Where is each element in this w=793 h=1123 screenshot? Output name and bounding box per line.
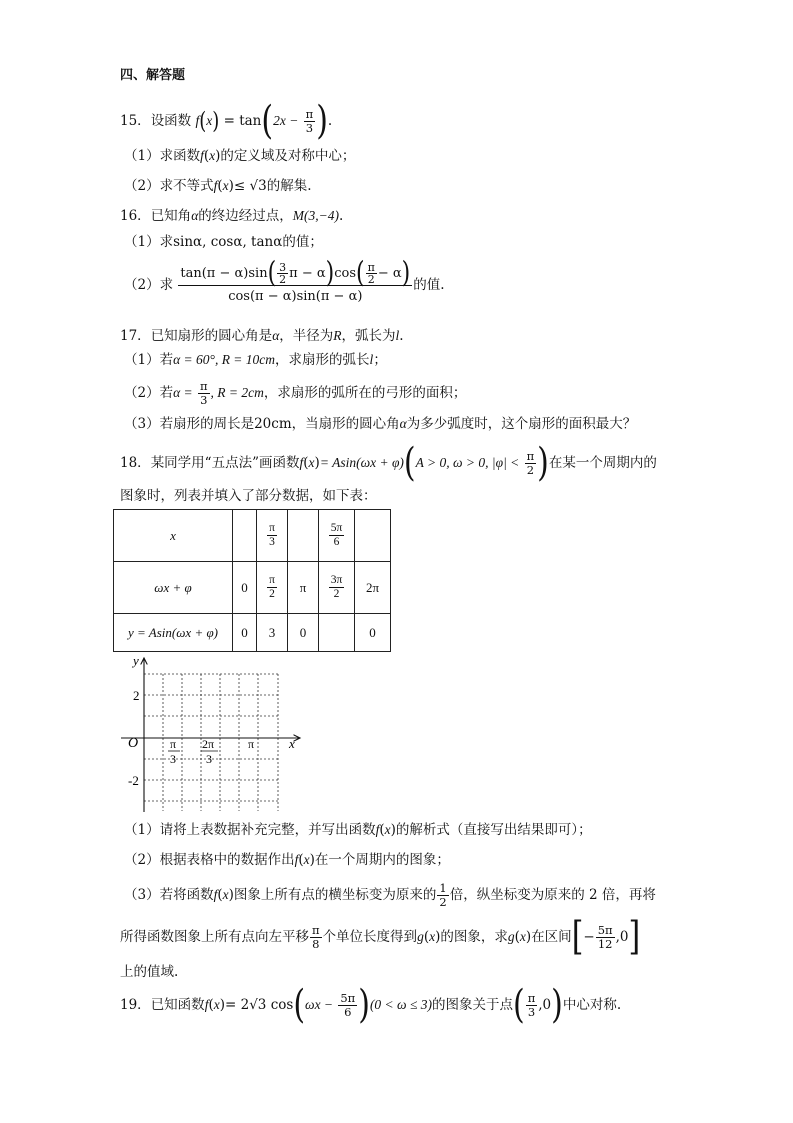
table-cell: $\frac{5\pi}{6}$	[319, 510, 355, 562]
q15-stem: 15．设函数 f(x) = tan(2x − $\frac{\pi}{3}$ ).	[120, 98, 333, 144]
q16-part1: （1）求sinα, cosα, tanα的值；	[124, 234, 323, 250]
q15-part1: （1）求函数f(x)的定义域及对称中心；	[124, 148, 356, 164]
table-cell	[319, 614, 355, 652]
q18-part3-end: 上的值域.	[120, 964, 179, 980]
table-cell: 0	[233, 614, 257, 652]
q18-stem-cont: 图象时，列表并填入了部分数据，如下表：	[120, 488, 377, 504]
q17-part2: （2）若α = $\frac{\pi}{3}$ , R = 2cm，求扇形的弧所在的弓形的面积；	[124, 379, 467, 407]
y-tick-label: 2	[133, 688, 140, 703]
q18-part3: （3）若将函数f(x)图象上所有点的横坐标变为原来的 $\frac{1}{2}$ 倍，纵坐标变为原来的 2 倍，再将	[124, 881, 656, 909]
table-cell	[355, 510, 391, 562]
section-title: 四、解答题	[120, 68, 186, 83]
q18-part1: （1）请将上表数据补充完整，并写出函数f(x)的解析式（直接写出结果即可）；	[124, 822, 592, 838]
q17-part1: （1）若α = 60°, R = 10cm，求扇形的弧长l；	[124, 352, 387, 368]
x-tick-label: 2π	[202, 737, 215, 751]
q16-part2: （2）求 tan(π − α)sin( $\frac{3}{2}$ π − α)cos( $\frac{\pi}{2}$ − α) cos(π − α)sin(π − α) 的值.	[124, 262, 445, 316]
y-tick-label: -2	[128, 773, 139, 788]
table-row-x	[114, 510, 391, 562]
table-cell: 0	[233, 562, 257, 614]
table-head-y: y = Asin(ωx + φ)	[114, 614, 233, 652]
q17-stem: 17．已知扇形的圆心角是α，半径为R，弧长为l.	[120, 328, 404, 344]
table-cell: $\frac{3\pi}{2}$	[319, 562, 355, 614]
table-cell	[288, 510, 319, 562]
table-cell: 2π	[355, 562, 391, 614]
q18-stem: 18．某同学用“五点法”画函数f(x)= Asin(ωx + φ)(A > 0, ω > 0, |φ| < $\frac{\pi}{2}$ )在某一个周期内的	[120, 440, 657, 486]
q18-part3-cont: 所得函数图象上所有点向左平移 $\frac{\pi}{8}$ 个单位长度得到g(x)的图象，求g(x)在区间[− $\frac{5\pi}{12}$ ,0]	[120, 914, 641, 960]
q15-number: 15．	[120, 113, 151, 129]
five-point-table	[113, 509, 391, 652]
table-cell: $\frac{\pi}{2}$	[257, 562, 288, 614]
q17-part3: （3）若扇形的周长是20cm，当扇形的圆心角α为多少弧度时，这个扇形的面积最大？	[124, 416, 637, 432]
table-cell: $\frac{\pi}{3}$	[257, 510, 288, 562]
x-tick-label: 3	[206, 752, 212, 766]
table-cell: 0	[355, 614, 391, 652]
q16-stem: 16．已知角α的终边经过点，M(3,−4).	[120, 208, 344, 224]
y-axis-label: y	[133, 654, 139, 668]
coordinate-grid	[115, 654, 315, 814]
table-cell: 0	[288, 614, 319, 652]
x-tick-label: π	[170, 737, 177, 751]
q19-stem: 19．已知函数f(x)= 2√3 cos(ωx − $\frac{5\pi}{6}$ )(0 < ω ≤ 3)的图象关于点( $\frac{\pi}{3}$ ,0)中心对称.	[120, 982, 622, 1028]
table-cell: 3	[257, 614, 288, 652]
origin-label: O	[128, 736, 139, 751]
x-tick-label: 3	[170, 752, 176, 766]
table-cell	[233, 510, 257, 562]
table-row-phase	[114, 562, 391, 614]
q15-part2: （2）求不等式f(x)≤ √3的解集.	[124, 178, 312, 194]
x-axis-label: x	[289, 736, 295, 751]
x-tick-label: π	[248, 737, 255, 751]
table-head-phase: ωx + φ	[114, 562, 233, 614]
table-head-x: x	[114, 510, 233, 562]
table-cell: π	[288, 562, 319, 614]
q18-part2: （2）根据表格中的数据作出f(x)在一个周期内的图象；	[124, 852, 450, 868]
table-row-y	[114, 614, 391, 652]
q16-fraction: tan(π − α)sin( $\frac{3}{2}$ π − α)cos( $\frac{\pi}{2}$ − α) cos(π − α)sin(π − α)	[180, 256, 411, 304]
